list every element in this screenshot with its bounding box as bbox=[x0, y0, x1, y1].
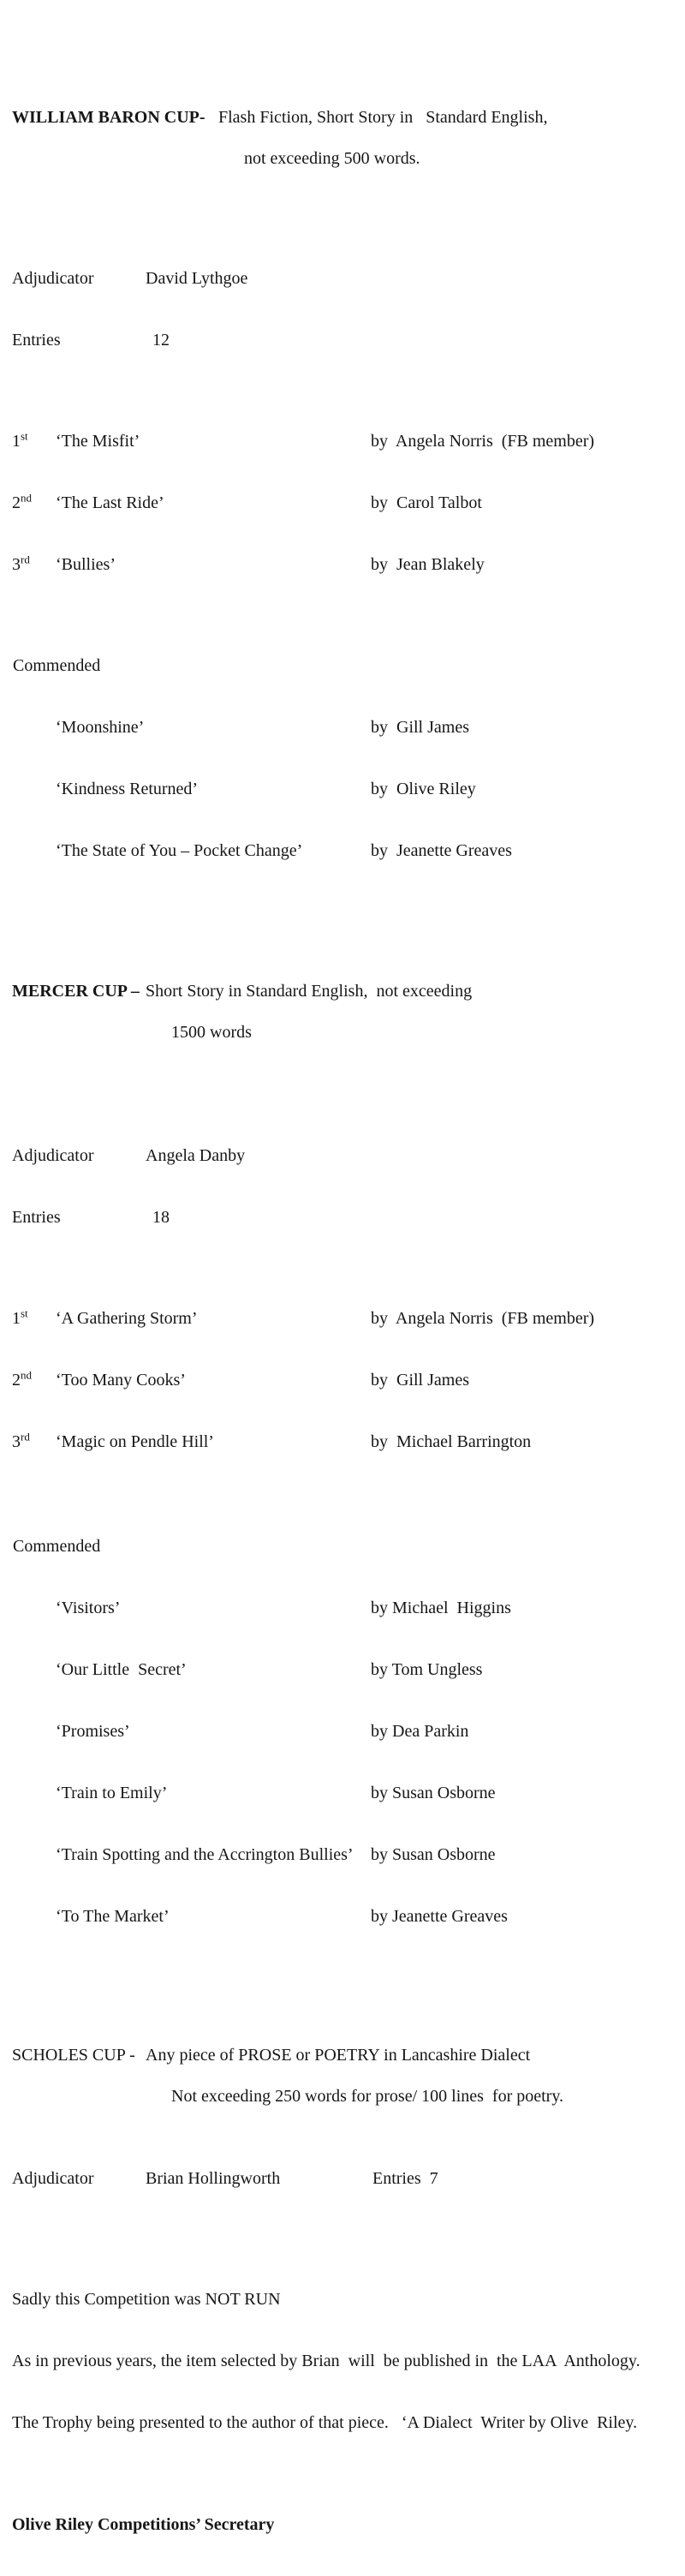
entries-count: 18 bbox=[152, 1208, 170, 1227]
commended-author: by Dea Parkin bbox=[371, 1722, 469, 1741]
commended-row bbox=[56, 1659, 685, 1680]
commended-row bbox=[56, 1721, 685, 1742]
adjudicator-row bbox=[12, 1145, 685, 1166]
adjudicator-label: Adjudicator bbox=[12, 269, 94, 288]
footer-note-line2: As in previous years, the item selected by Brian will be published in the LAA Anthology. bbox=[12, 2352, 640, 2370]
winner-author: by Gill James bbox=[371, 1371, 469, 1390]
commended-author: by Susan Osborne bbox=[371, 1784, 496, 1802]
commended-author: by Olive Riley bbox=[371, 780, 476, 798]
winner-row bbox=[12, 431, 685, 451]
commended-author: by Michael Higgins bbox=[371, 1599, 511, 1617]
cup-description-line2: not exceeding 500 words. bbox=[244, 149, 420, 168]
winner-row bbox=[12, 1431, 685, 1452]
adjudicator-label: Adjudicator bbox=[12, 2169, 94, 2188]
cup-description bbox=[146, 981, 685, 1063]
commended-row bbox=[56, 1783, 685, 1803]
commended-author: by Jeanette Greaves bbox=[371, 841, 512, 860]
winner-author: by Jean Blakely bbox=[371, 555, 485, 574]
entries-inline: Entries 7 bbox=[372, 2169, 438, 2188]
winner-rank bbox=[12, 1370, 56, 1390]
commended-row bbox=[56, 840, 685, 861]
entries-label: Entries bbox=[12, 331, 61, 350]
rank-number: 3 bbox=[12, 1432, 21, 1451]
commended-row bbox=[56, 1598, 685, 1618]
winner-title: ‘Bullies’ bbox=[56, 555, 116, 574]
adjudicator-row bbox=[12, 2168, 685, 2189]
cup-description-line1: Any piece of PROSE or POETRY in Lancashire Dialect bbox=[146, 2046, 531, 2065]
winner-author: by Michael Barrington bbox=[371, 1432, 532, 1451]
rank-number: 2 bbox=[12, 493, 21, 512]
winner-author: by Angela Norris (FB member) bbox=[371, 1309, 595, 1328]
commended-row bbox=[56, 779, 685, 799]
footer-note-line1: Sadly this Competition was NOT RUN bbox=[12, 2290, 281, 2309]
commended-title: ‘Train to Emily’ bbox=[56, 1784, 168, 1802]
winner-rank bbox=[12, 1308, 56, 1329]
rank-ordinal: nd bbox=[21, 491, 32, 505]
rank-number: 1 bbox=[12, 1309, 21, 1328]
winner-title: ‘The Last Ride’ bbox=[56, 493, 164, 512]
commended-title: ‘Moonshine’ bbox=[56, 718, 145, 737]
commended-title: ‘The State of You – Pocket Change’ bbox=[56, 841, 303, 860]
rank-ordinal: st bbox=[21, 429, 28, 443]
winner-author: by Angela Norris (FB member) bbox=[371, 432, 595, 451]
william-baron-heading-row bbox=[12, 107, 685, 189]
adjudicator-name: David Lythgoe bbox=[146, 269, 248, 288]
mercer-heading-row bbox=[12, 981, 685, 1063]
commended-author: by Jeanette Greaves bbox=[371, 1907, 508, 1926]
winner-rank bbox=[12, 554, 56, 575]
cup-description-line2: Not exceeding 250 words for prose/ 100 lines for poetry. bbox=[171, 2087, 564, 2106]
commended-row bbox=[56, 1844, 685, 1865]
winner-author: by Carol Talbot bbox=[371, 493, 482, 512]
secretary-signature: Olive Riley Competitions’ Secretary bbox=[12, 2515, 275, 2534]
winner-title: ‘The Misfit’ bbox=[56, 432, 140, 451]
commended-author: by Susan Osborne bbox=[371, 1845, 496, 1864]
winner-row bbox=[12, 1308, 685, 1329]
rank-ordinal: nd bbox=[21, 1368, 32, 1382]
commended-title: ‘Visitors’ bbox=[56, 1599, 121, 1617]
winner-row bbox=[12, 493, 685, 513]
commended-title: ‘Train Spotting and the Accrington Bullies’ bbox=[56, 1845, 354, 1864]
cup-description-line1: Flash Fiction, Short Story in Standard English, bbox=[218, 108, 548, 127]
commended-row bbox=[56, 717, 685, 738]
commended-title: ‘Promises’ bbox=[56, 1722, 130, 1741]
winner-rank bbox=[12, 1431, 56, 1452]
footer-note-line3: The Trophy being presented to the author of that piece. ‘A Dialect Writer by Olive Riley. bbox=[12, 2413, 638, 2432]
winner-row bbox=[12, 1370, 685, 1390]
adjudicator-row bbox=[12, 268, 685, 289]
winner-row bbox=[12, 554, 685, 575]
cup-title: SCHOLES CUP - bbox=[12, 2046, 135, 2065]
cup-title: WILLIAM BARON CUP- bbox=[12, 108, 206, 127]
adjudicator-name: Brian Hollingworth bbox=[146, 2169, 281, 2188]
commended-title: ‘To The Market’ bbox=[56, 1907, 170, 1926]
adjudicator-name: Angela Danby bbox=[146, 1146, 246, 1165]
adjudicator-label: Adjudicator bbox=[12, 1146, 94, 1165]
rank-ordinal: rd bbox=[21, 553, 30, 566]
scholes-heading-row bbox=[12, 2045, 685, 2127]
commended-label: Commended bbox=[13, 656, 101, 675]
commended-label: Commended bbox=[13, 1537, 101, 1556]
cup-title: MERCER CUP – bbox=[12, 982, 140, 1001]
entries-row bbox=[12, 1207, 685, 1228]
cup-description-line2: 1500 words bbox=[171, 1023, 252, 1042]
commended-author: by Tom Ungless bbox=[371, 1660, 483, 1679]
entries-row bbox=[12, 330, 685, 350]
commended-title: ‘Our Little Secret’ bbox=[56, 1660, 187, 1679]
entries-label: Entries bbox=[12, 1208, 61, 1227]
cup-description-line1: Short Story in Standard English, not exceeding bbox=[146, 982, 473, 1001]
winner-rank bbox=[12, 493, 56, 513]
rank-number: 3 bbox=[12, 555, 21, 574]
entries-count: 12 bbox=[152, 331, 170, 350]
winner-title: ‘Too Many Cooks’ bbox=[56, 1371, 186, 1390]
commended-row bbox=[56, 1906, 685, 1927]
rank-ordinal: rd bbox=[21, 1430, 30, 1443]
commended-author: by Gill James bbox=[371, 718, 469, 737]
commended-title: ‘Kindness Returned’ bbox=[56, 780, 199, 798]
cup-description bbox=[218, 107, 685, 189]
rank-number: 2 bbox=[12, 1371, 21, 1390]
winner-title: ‘A Gathering Storm’ bbox=[56, 1309, 198, 1328]
winner-title: ‘Magic on Pendle Hill’ bbox=[56, 1432, 214, 1451]
cup-description bbox=[146, 2045, 685, 2127]
rank-number: 1 bbox=[12, 432, 21, 451]
rank-ordinal: st bbox=[21, 1306, 28, 1320]
winner-rank bbox=[12, 431, 56, 451]
